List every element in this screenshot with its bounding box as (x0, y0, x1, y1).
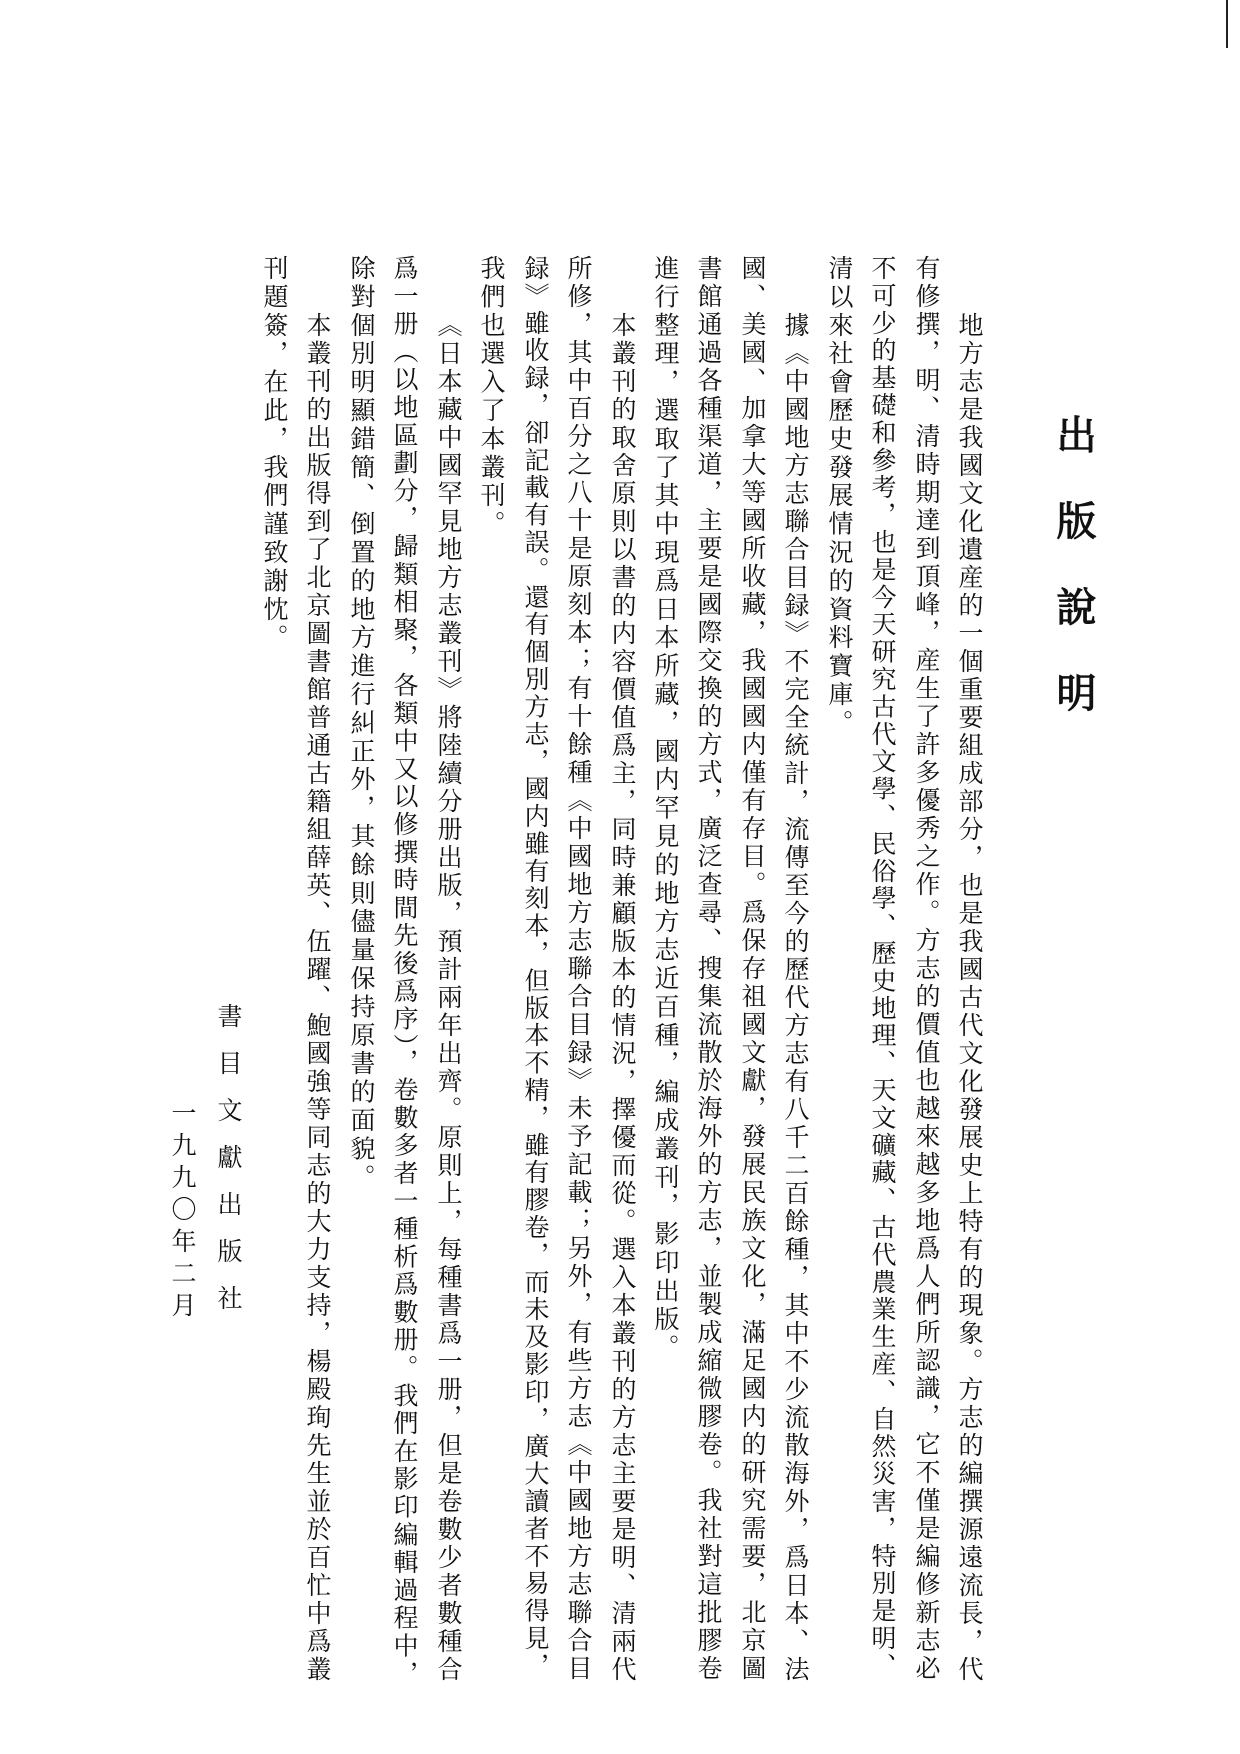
text-column: 刊題簽，在此，我們謹致謝忱。 (260, 255, 289, 653)
text-column: 録》雖收録，卻記載有誤。還有個別方志，國内雖有刻本，但版本不精，雖有膠卷，而未及影印，廣大讀者不易得見， (521, 255, 550, 1680)
text-column: 我們也選入了本叢刊。 (477, 255, 506, 539)
publication-date: 一九九〇年二月 (168, 1100, 197, 1324)
text-column: 清以來社會歷史發展情況的資料寶庫。 (825, 255, 854, 738)
text-column: 所修，其中百分之八十是原刻本；有十餘種《中國地方志聯合目録》未予記載；另外，有些方志《中國地方志聯合目 (564, 255, 593, 1683)
text-column: 本叢刊的取舍原則以書的内容價值爲主，同時兼顧版本的情況，擇優而從。選入本叢刊的方志主要是明、清兩代 (608, 312, 637, 1684)
text-column: 國、美國、加拿大等國所收藏，我國國内僅有存目。爲保存祖國文獻，發展民族文化，滿足國内的研究需要，北京圖 (738, 255, 767, 1683)
publisher-signature: 書目文獻出版社 (214, 1003, 243, 1332)
text-column: 本叢刊的出版得到了北京圖書館普通古籍組薛英、伍躍、鮑國強等同志的大力支持，楊殿珣先生並於百忙中爲叢 (303, 312, 332, 1684)
text-column: 爲一册（以地區劃分，歸類相聚，各類中又以修撰時間先後爲序），卷數多者一種析爲數册。我們在影印編輯過程中， (390, 255, 419, 1689)
text-column: 進行整理，選取了其中現爲日本所藏，國内罕見的地方志近百種，編成叢刊，影印出版。 (651, 255, 680, 1363)
text-column: 除對個別明顯錯簡、倒置的地方進行糾正外，其餘則儘量保持原書的面貌。 (347, 255, 376, 1193)
text-column: 《日本藏中國罕見地方志叢刊》將陸續分册出版，預計兩年出齊。原則上，每種書爲一册，但是卷數少者數種合 (434, 312, 463, 1684)
text-column: 據《中國地方志聯合目録》不完全統計，流傳至今的歷代方志有八千二百餘種，其中不少流散海外，爲日本、法 (781, 312, 810, 1684)
scan-edge-mark (1226, 0, 1228, 48)
text-column: 書館通過各種渠道，主要是國際交換的方式，廣泛查尋、搜集流散於海外的方志，並製成縮微膠卷。我社對這批膠卷 (694, 255, 723, 1683)
text-column: 不可少的基礎和參考，也是今天研究古代文學、民俗學、歷史地理、天文礦藏、古代農業生産、自然災害，特別是明、 (868, 255, 897, 1680)
text-column: 地方志是我國文化遺産的一個重要組成部分，也是我國古代文化發展史上特有的現象。方志的編撰源遠流長，代 (955, 312, 984, 1684)
page-title: 出版說明 (1050, 414, 1097, 758)
text-column: 有修撰，明、清時期達到頂峰，産生了許多優秀之作。方志的價值也越來越多地爲人們所認識，它不僅是編修新志必 (912, 255, 941, 1683)
